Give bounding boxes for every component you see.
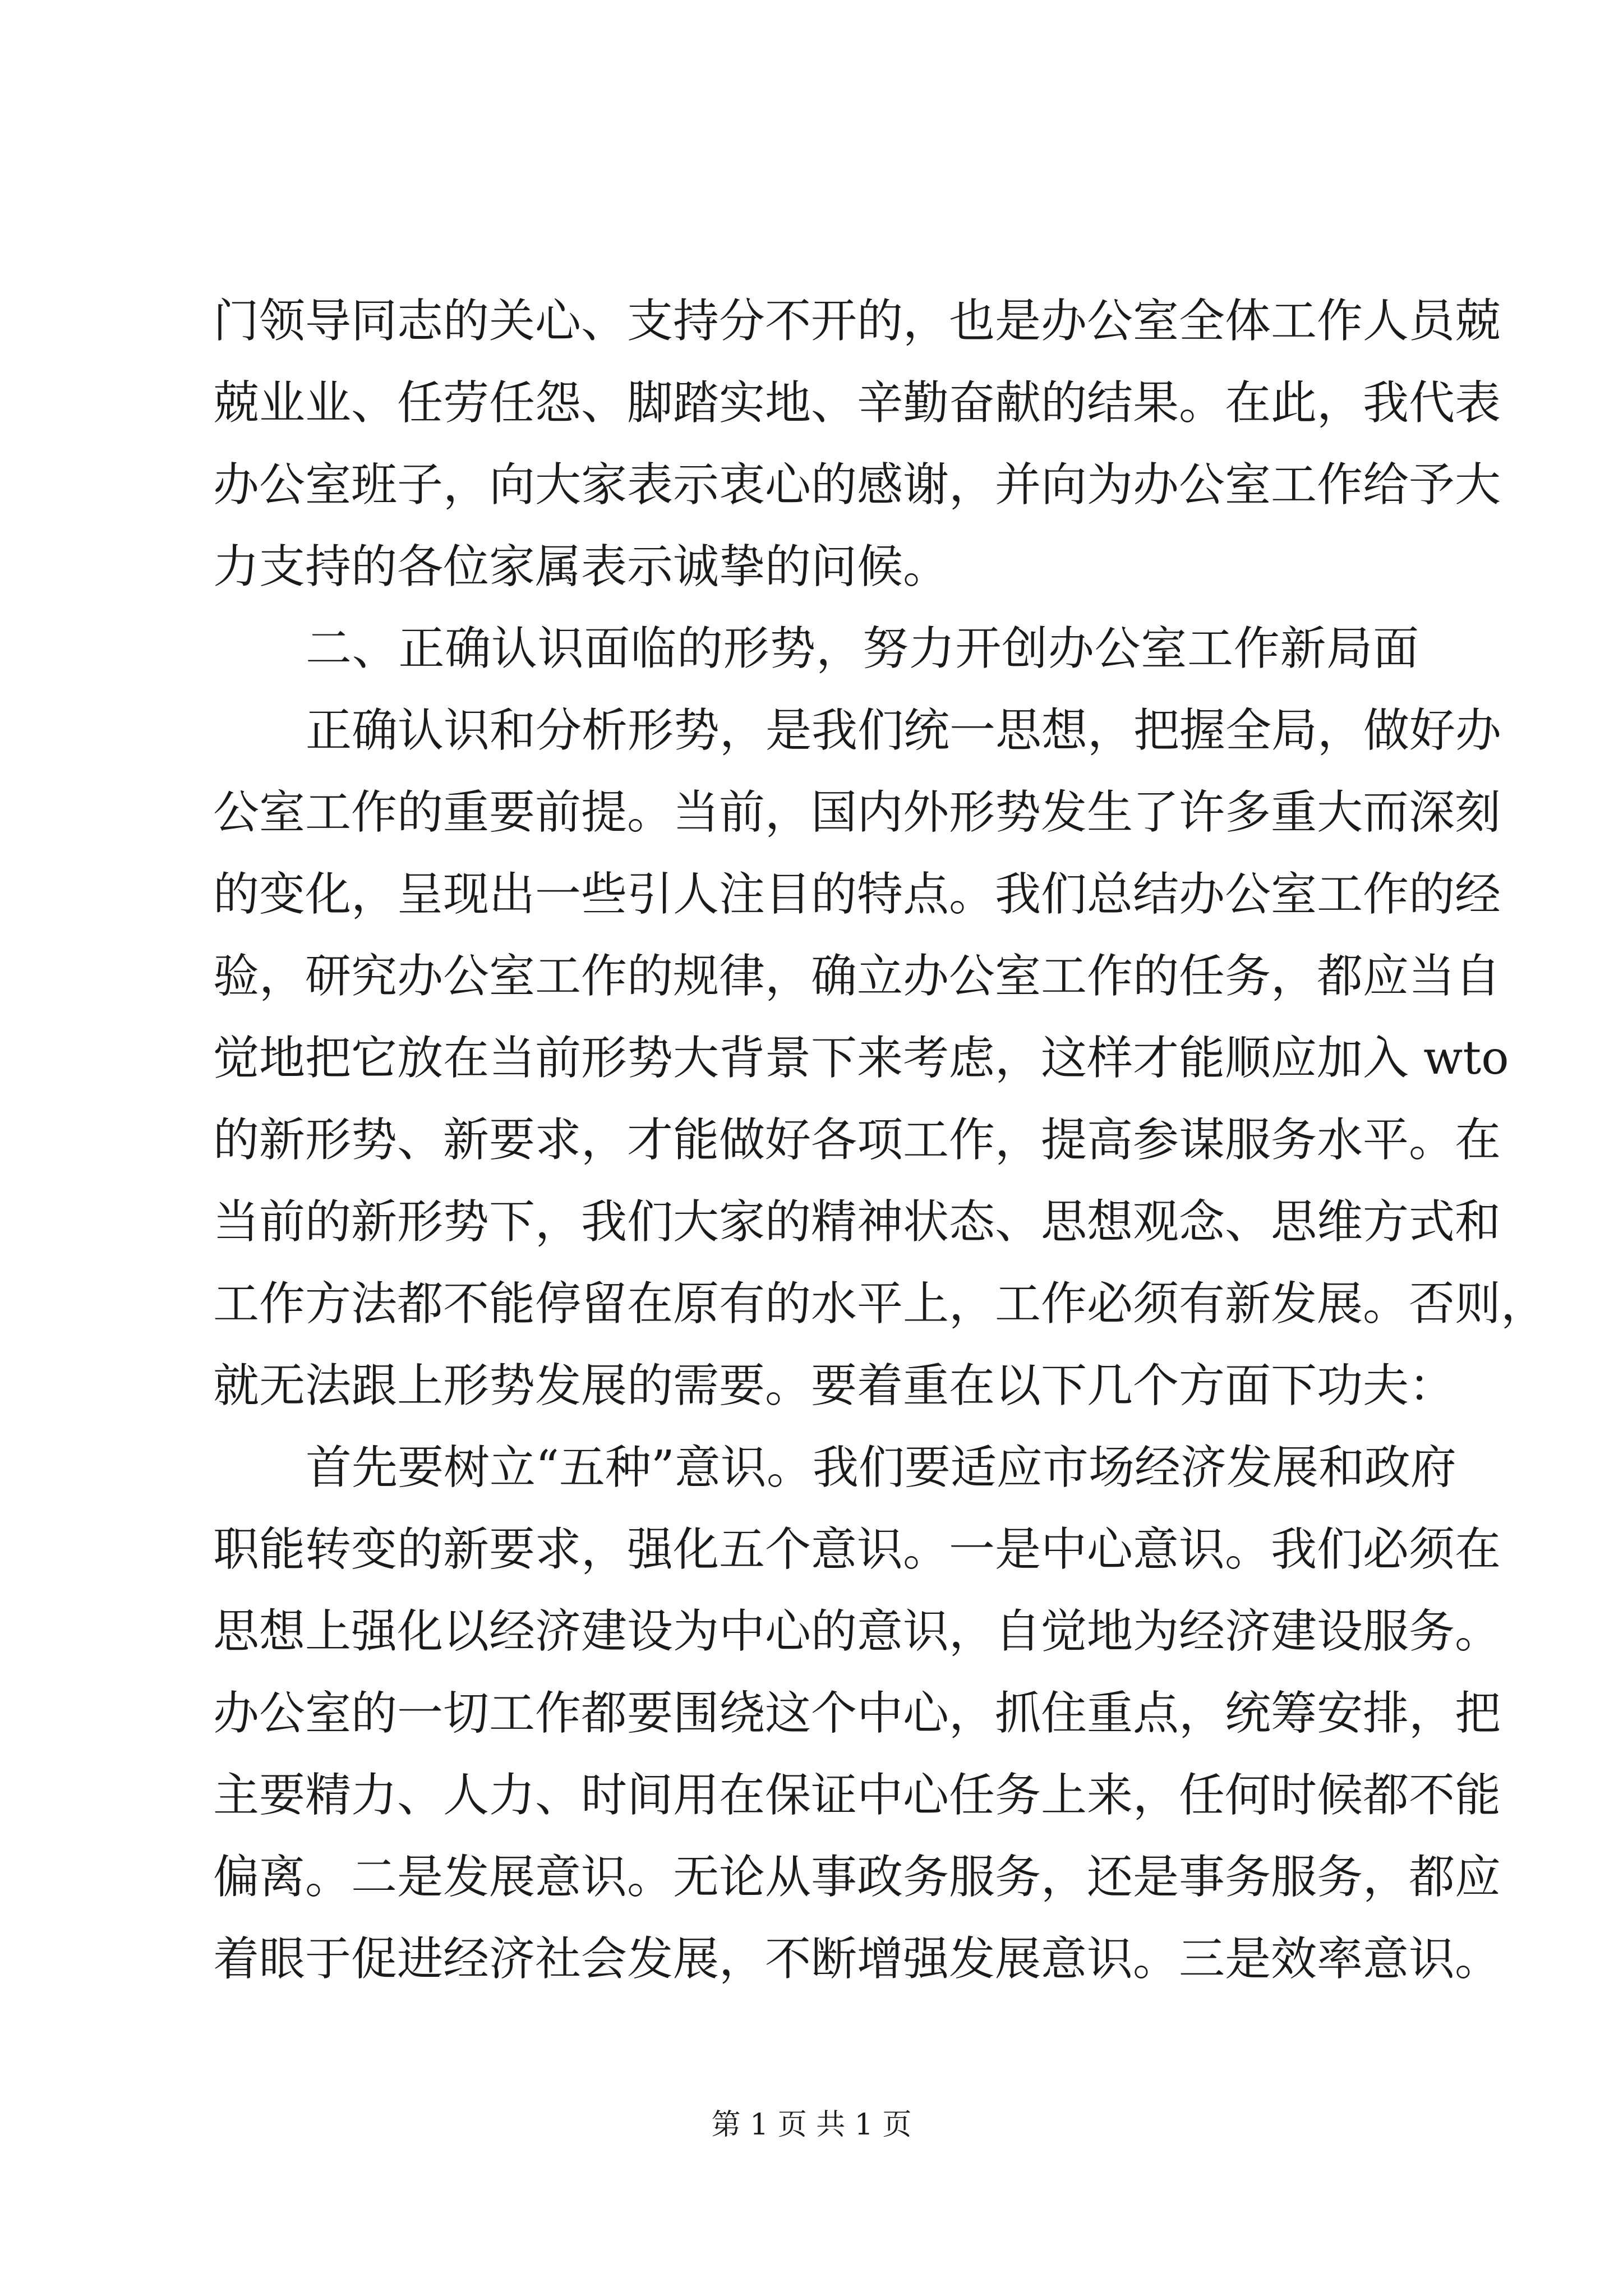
text-line: 着眼于促进经济社会发展，不断增强发展意识。三是效率意识。 [213, 1932, 1501, 1986]
text-line: 正确认识和分析形势，是我们统一思想，把握全局，做好办 [306, 704, 1502, 757]
text-line: 偏离。二是发展意识。无论从事政务服务，还是事务服务，都应 [213, 1851, 1501, 1904]
text-line: 办公室的一切工作都要围绕这个中心，抓住重点，统筹安排，把 [213, 1687, 1501, 1740]
text-line: 的新形势、新要求，才能做好各项工作，提高参谋服务水平。在 [213, 1114, 1501, 1167]
text-line: 工作方法都不能停留在原有的水平上，工作必须有新发展。否则， [213, 1277, 1547, 1331]
text-line: 兢业业、任劳任怨、脚踏实地、辛勤奋献的结果。在此，我代表 [213, 376, 1501, 430]
text-line: 力支持的各位家属表示诚挚的问候。 [213, 540, 949, 593]
section-heading: 二、正确认识面临的形势，努力开创办公室工作新局面 [306, 622, 1419, 675]
text-line: 办公室班子，向大家表示衷心的感谢，并向为办公室工作给予大 [213, 458, 1501, 512]
text-line: 主要精力、人力、时间用在保证中心任务上来，任何时候都不能 [213, 1769, 1501, 1822]
text-line: 思想上强化以经济建设为中心的意识，自觉地为经济建设服务。 [213, 1605, 1501, 1658]
page-number-footer: 第 1 页 共 1 页 [711, 2108, 912, 2142]
text-line: 公室工作的重要前提。当前，国内外形势发生了许多重大而深刻 [213, 786, 1501, 839]
text-line: 首先要树立“五种”意识。我们要适应市场经济发展和政府 [306, 1441, 1456, 1494]
text-line: 当前的新形势下，我们大家的精神状态、思想观念、思维方式和 [213, 1195, 1501, 1249]
text-line: 觉地把它放在当前形势大背景下来考虑，这样才能顺应加入 wto [213, 1032, 1509, 1085]
text-line: 职能转变的新要求，强化五个意识。一是中心意识。我们必须在 [213, 1523, 1501, 1576]
text-line: 就无法跟上形势发展的需要。要着重在以下几个方面下功夫： [213, 1359, 1455, 1412]
text-line: 门领导同志的关心、支持分不开的，也是办公室全体工作人员兢 [213, 295, 1501, 348]
text-line: 验，研究办公室工作的规律，确立办公室工作的任务，都应当自 [213, 950, 1501, 1003]
text-line: 的变化，呈现出一些引人注目的特点。我们总结办公室工作的经 [213, 868, 1501, 921]
